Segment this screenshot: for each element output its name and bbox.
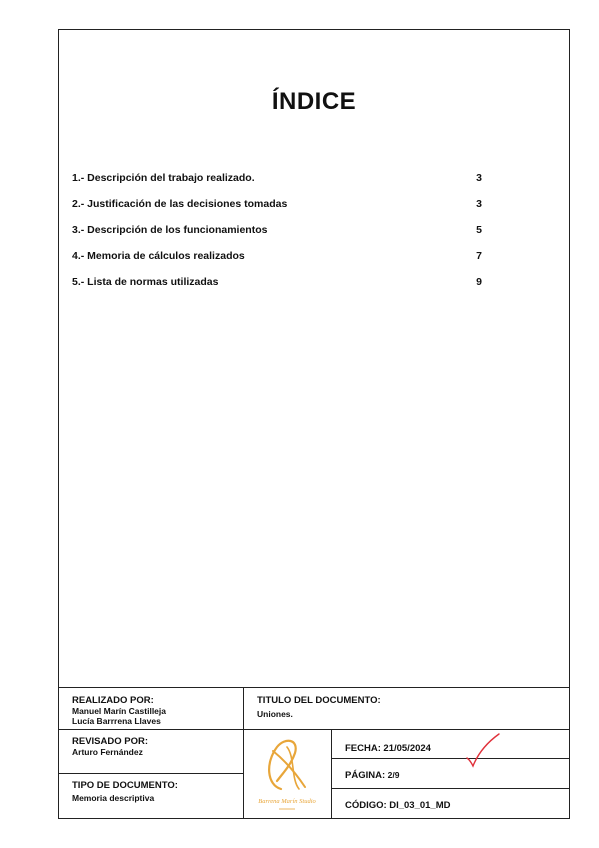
reviewer-label: REVISADO POR: — [72, 736, 149, 747]
reviewer-cell — [72, 737, 242, 757]
toc-entry-label: 3.- Descripción de los funcionamientos — [72, 224, 268, 236]
toc-entry-label: 4.- Memoria de cálculos realizados — [72, 250, 245, 262]
toc-entry — [72, 276, 482, 302]
toc-entry — [72, 250, 482, 276]
author-cell — [72, 696, 242, 726]
document-title-label: TITULO DEL DOCUMENTO: — [257, 695, 381, 706]
code-cell — [345, 800, 555, 811]
studio-logo — [243, 729, 331, 817]
toc-entry — [72, 198, 482, 224]
divider — [331, 729, 332, 818]
date-cell — [345, 743, 555, 754]
toc-entry — [72, 224, 482, 250]
page-value: 2/9 — [387, 770, 400, 780]
document-title-value: Uniones. — [257, 709, 293, 719]
toc-entry-label: 2.- Justificación de las decisiones tomadas — [72, 198, 288, 210]
divider — [59, 773, 243, 774]
code-value: DI_03_01_MD — [389, 800, 451, 811]
author-label: REALIZADO POR: — [72, 695, 154, 706]
title-block — [59, 687, 569, 818]
divider — [331, 788, 569, 789]
toc-entry — [72, 172, 482, 198]
document-type-value: Memoria descriptiva — [72, 793, 155, 803]
reviewer-name: Arturo Fernández — [72, 747, 143, 757]
document-type-label: TIPO DE DOCUMENTO: — [72, 780, 178, 791]
divider — [331, 758, 569, 759]
author-name: Manuel Marín Castilleja — [72, 706, 166, 716]
document-title-cell — [257, 696, 557, 719]
code-label: CÓDIGO: — [345, 800, 387, 811]
toc-entry-page: 3 — [476, 172, 482, 184]
table-of-contents — [72, 172, 482, 302]
author-name: Lucía Barrrena Llaves — [72, 716, 161, 726]
date-value: 21/05/2024 — [383, 743, 431, 754]
toc-entry-page: 7 — [476, 250, 482, 262]
page-label: PÁGINA: — [345, 770, 386, 781]
page-frame — [58, 29, 570, 819]
toc-entry-label: 1.- Descripción del trabajo realizado. — [72, 172, 255, 184]
toc-entry-label: 5.- Lista de normas utilizadas — [72, 276, 219, 288]
toc-entry-page: 9 — [476, 276, 482, 288]
logo-lettering: Barrena Marín Studio — [258, 798, 316, 805]
toc-entry-page: 5 — [476, 224, 482, 236]
document-type-cell — [72, 781, 242, 803]
checkmark-icon — [461, 730, 505, 770]
logo-mark-icon — [243, 729, 331, 817]
page-cell — [345, 770, 555, 781]
page-title: ÍNDICE — [271, 88, 357, 115]
toc-entry-page: 3 — [476, 198, 482, 210]
date-label: FECHA: — [345, 743, 381, 754]
